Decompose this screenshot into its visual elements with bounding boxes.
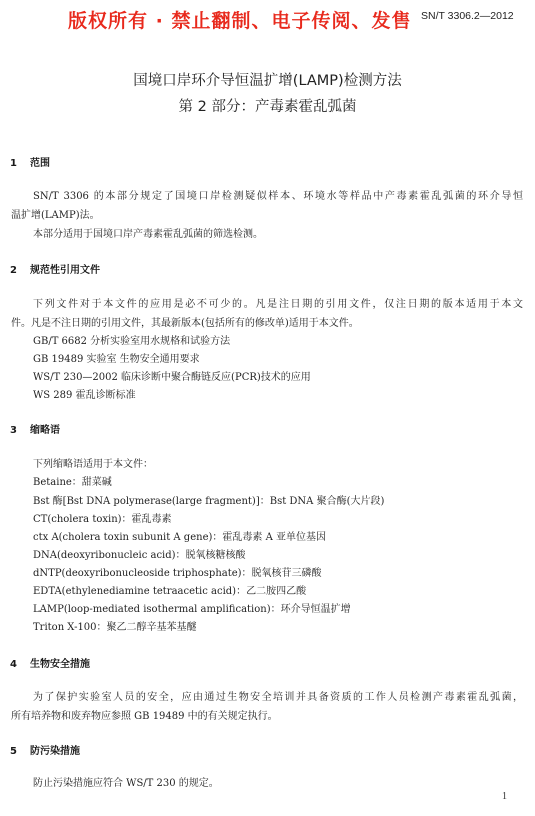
paragraph-line: 所有培养物和废弃物应参照 GB 19489 中的有关规定执行。 [11, 711, 278, 722]
abbreviation-item: dNTP(deoxyribonucleoside triphosphate)：脱氧核苷三磷酸 [33, 568, 322, 579]
section-heading-normative-references [10, 261, 100, 276]
paragraph-line: 件。凡是不注日期的引用文件，其最新版本(包括所有的修改单)适用于本文件。 [11, 318, 359, 329]
section-number: 1 [10, 158, 17, 169]
section-number: 5 [10, 746, 17, 757]
section-number: 2 [10, 265, 17, 276]
document-subtitle: 第 2 部分：产毒素霍乱弧菌 [178, 99, 357, 115]
section-number: 3 [10, 425, 17, 436]
section-title: 规范性引用文件 [30, 265, 100, 276]
paragraph-line: SN/T 3306 的本部分规定了国境口岸检测疑似样本、环境水等样品中产毒素霍乱弧菌的环介导恒 [33, 191, 523, 202]
abbreviation-item: CT(cholera toxin)：霍乱毒素 [33, 514, 172, 525]
paragraph-line: 本部分适用于国境口岸产毒素霍乱弧菌的筛选检测。 [33, 229, 263, 240]
section-title: 缩略语 [30, 425, 60, 436]
section-title: 防污染措施 [30, 746, 80, 757]
copyright-watermark: 版权所有 · 禁止翻制、电子传阅、发售 [68, 10, 412, 32]
paragraph-line: 温扩增(LAMP)法。 [11, 210, 100, 221]
reference-item: WS/T 230—2002 临床诊断中聚合酶链反应(PCR)技术的应用 [33, 372, 311, 383]
section-number: 4 [10, 659, 17, 670]
section-heading-abbreviations [10, 421, 60, 436]
section-title: 生物安全措施 [30, 659, 90, 670]
abbreviation-item: ctx A(cholera toxin subunit A gene)：霍乱毒素 A 亚单位基因 [33, 532, 326, 543]
section-heading-contamination-prevention [10, 742, 80, 757]
reference-item: WS 289 霍乱诊断标准 [33, 390, 136, 401]
section-heading-scope [10, 154, 50, 169]
paragraph-line: 下列缩略语适用于本文件： [33, 459, 153, 470]
abbreviation-item: Betaine：甜菜碱 [33, 477, 112, 488]
document-title: 国境口岸环介导恒温扩增(LAMP)检测方法 [133, 73, 402, 89]
page-number: 1 [502, 791, 507, 802]
abbreviation-item: EDTA(ethylenediamine tetraacetic acid)：乙二胺四乙酸 [33, 586, 307, 597]
standard-code: SN/T 3306.2—2012 [421, 10, 514, 22]
reference-item: GB 19489 实验室 生物安全通用要求 [33, 354, 200, 365]
abbreviation-item: Triton X-100：聚乙二醇辛基苯基醚 [33, 622, 197, 633]
paragraph-line: 防止污染措施应符合 WS/T 230 的规定。 [33, 778, 219, 789]
section-heading-biosafety [10, 655, 90, 670]
abbreviation-item: LAMP(loop-mediated isothermal amplification)：环介导恒温扩增 [33, 604, 351, 615]
section-title: 范围 [30, 158, 50, 169]
abbreviation-item: DNA(deoxyribonucleic acid)：脱氧核糖核酸 [33, 550, 246, 561]
paragraph-line: 为了保护实验室人员的安全，应由通过生物安全培训并具备资质的工作人员检测产毒素霍乱弧菌， [33, 692, 523, 703]
abbreviation-item: Bst 酶[Bst DNA polymerase(large fragment)]：Bst DNA 聚合酶(大片段) [33, 496, 385, 507]
paragraph-line: 下列文件对于本文件的应用是必不可少的。凡是注日期的引用文件，仅注日期的版本适用于本文 [33, 299, 523, 310]
reference-item: GB/T 6682 分析实验室用水规格和试验方法 [33, 336, 231, 347]
